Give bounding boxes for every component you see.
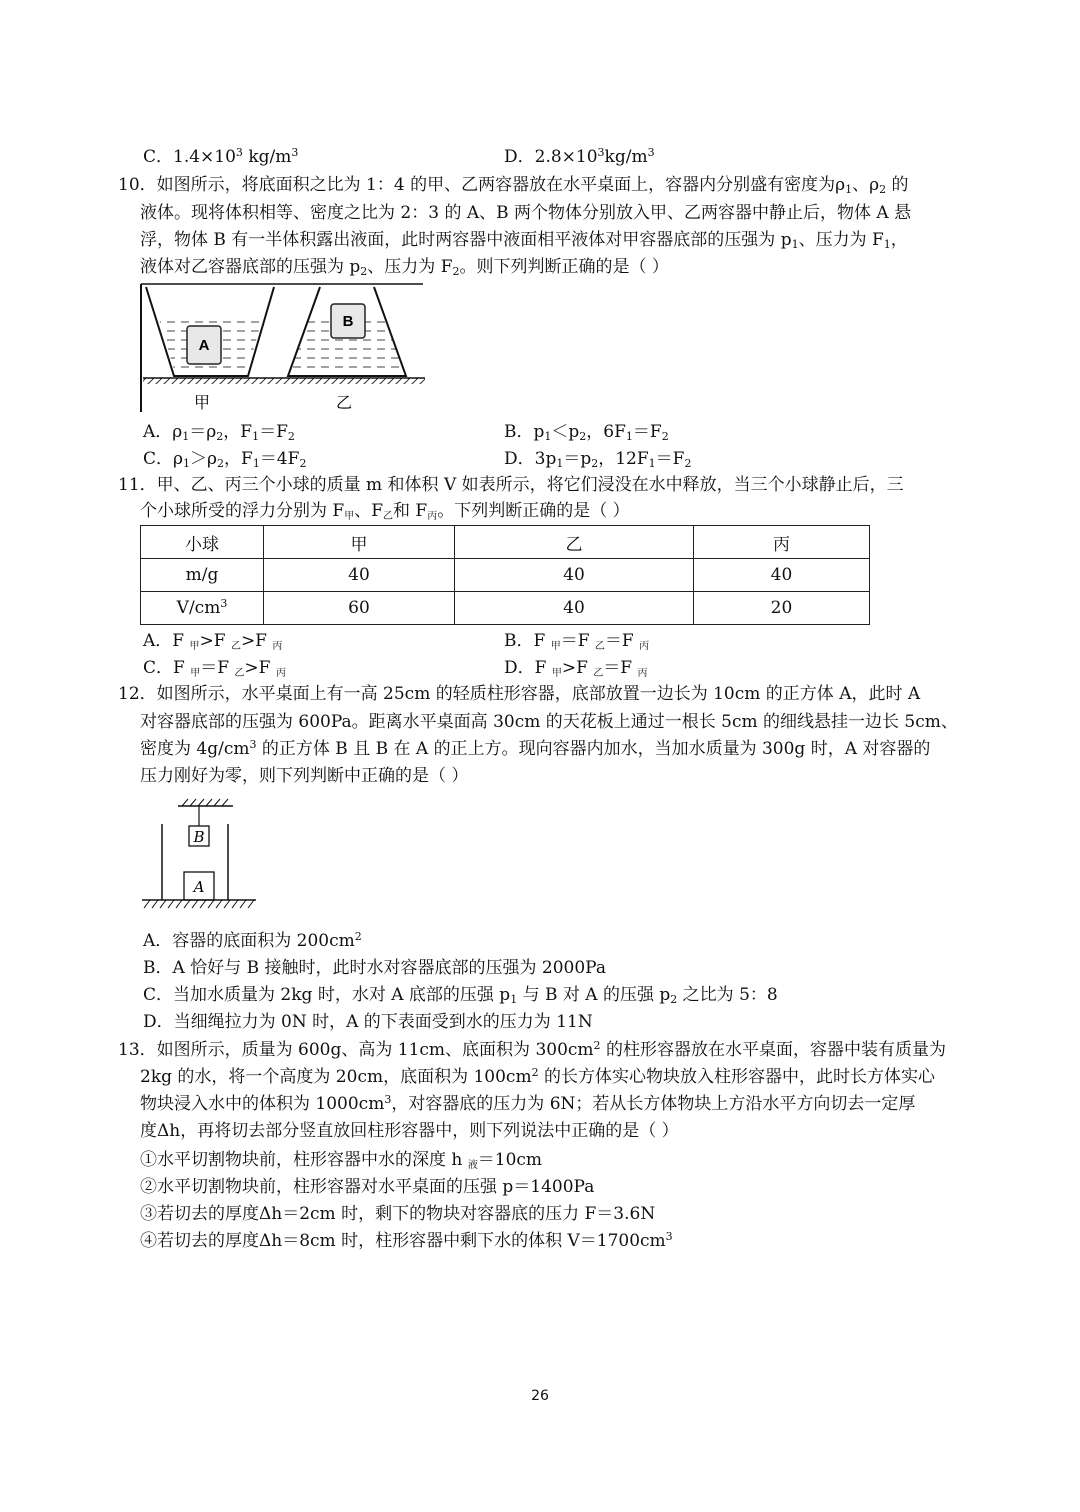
q11-option-b: B．F 甲＝F 乙＝F 丙 (504, 631, 650, 652)
table-header-cell: 丙 (694, 526, 870, 559)
table-cell: 40 (264, 559, 455, 592)
q13-line-1: 13．如图所示，质量为 600g、高为 11cm、底面积为 $300cm^2$ 的柱形容器放在水平桌面，容器中装有质量为 (118, 1039, 946, 1060)
table-row (141, 526, 870, 559)
q12-line-1: 12．如图所示，水平桌面上有一高 25cm 的轻质柱形容器，底部放置一边长为 10cm 的正方体 A，此时 A (118, 684, 921, 704)
ball-table (140, 525, 870, 625)
q13-line-4: 度Δh，再将切去部分竖直放回柱形容器中，则下列说法中正确的是（ ） (140, 1121, 679, 1141)
q11-option-d: D．F 甲>F 乙＝F 丙 (504, 658, 648, 679)
table-row (141, 592, 870, 625)
container-jia-label: 甲 (193, 393, 211, 412)
table-cell: 60 (264, 592, 455, 625)
q12-option-c: C．当加水质量为 2kg 时，水对 A 底部的压强 $p_1$ 与 B 对 A 的压强 $p_2$ 之比为 5：8 (143, 985, 778, 1006)
q13-line-2: 2kg 的水，将一个高度为 20cm，底面积为 $100cm^2$ 的长方体实心物块放入柱形容器中，此时长方体实心 (140, 1066, 935, 1087)
q13-item-2: ②水平切割物块前，柱形容器对水平桌面的压强 p＝1400Pa (140, 1177, 595, 1197)
q12-option-d: D．当细绳拉力为 0N 时，A 的下表面受到水的压力为 11N (143, 1012, 593, 1032)
q11-option-c: C．F 甲＝F 乙>F 丙 (143, 658, 286, 679)
object-b-label: B (342, 313, 354, 330)
q10-line-2: 液体。现将体积相等、密度之比为 2：3 的 A、B 两个物体分别放入甲、乙两容器中静止后，物体 A 悬 (140, 203, 912, 223)
q13-item-1: ①水平切割物块前，柱形容器中水的深度 h 液＝10cm (140, 1150, 543, 1171)
q12-line-4: 压力刚好为零，则下列判断中正确的是（ ） (140, 766, 469, 786)
q9-option-d: D．$2.8\times 10^3kg/m^3$ (504, 146, 655, 167)
table-cell: 20 (694, 592, 870, 625)
table-row (141, 559, 870, 592)
q12-container-figure (138, 798, 268, 918)
block-a-label: A (193, 878, 205, 896)
container-yi-label: 乙 (335, 393, 353, 412)
q9-option-c: C．$1.4\times 10^3$ $kg/m^3$ (143, 146, 299, 167)
q13-item-4: ④若切去的厚度Δh＝8cm 时，柱形容器中剩下水的体积 $V=1700cm^3$ (140, 1230, 673, 1251)
q10-option-c: C．$\rho_1>\rho_2$，$F_1=4F_2$ (143, 449, 307, 470)
q11-line-2: 个小球所受的浮力分别为 F甲、F乙和 F丙。下列判断正确的是（ ） (140, 501, 630, 522)
table-header-cell: 小球 (141, 526, 264, 559)
object-a-label: A (198, 337, 210, 354)
table-cell: m/g (141, 559, 264, 592)
q11-option-a: A．F 甲>F 乙>F 丙 (143, 631, 283, 652)
q13-line-3: 物块浸入水中的体积为 $1000cm^3$，对容器底的压力为 6N；若从长方体物块上方沿水平方向切去一定厚 (140, 1093, 916, 1114)
q10-containers-figure (138, 282, 428, 417)
table-cell: $V/cm^3$ (141, 592, 264, 625)
q10-line-4: 液体对乙容器底部的压强为 $p_2$、压力为 $F_2$。则下列判断正确的是（ ） (140, 257, 669, 278)
q12-line-3: 密度为 $4g/cm^3$ 的正方体 B 且 B 在 A 的正上方。现向容器内加水，当加水质量为 300g 时，A 对容器的 (140, 738, 931, 759)
q10-line-3: 浮，物体 B 有一半体积露出液面，此时两容器中液面相平液体对甲容器底部的压强为 $p_1$、压力为 $F_1$， (140, 230, 908, 251)
q12-line-2: 对容器底部的压强为 600Pa。距离水平桌面高 30cm 的天花板上通过一根长 5cm 的细线悬挂一边长 5cm、 (140, 712, 958, 732)
table-header-cell: 乙 (455, 526, 694, 559)
q10-option-a: A．$\rho_1=\rho_2$，$F_1=F_2$ (143, 422, 295, 443)
q11-line-1: 11．甲、乙、丙三个小球的质量 m 和体积 V 如表所示，将它们浸没在水中释放，当三个小球静止后，三 (118, 475, 904, 495)
block-b-label: B (193, 828, 205, 846)
q10-option-d: D．$3p_1=p_2$，$12F_1=F_2$ (504, 449, 692, 470)
q13-item-3: ③若切去的厚度Δh＝2cm 时，剩下的物块对容器底的压力 F＝3.6N (140, 1204, 656, 1224)
table-cell: 40 (455, 559, 694, 592)
table-cell: 40 (455, 592, 694, 625)
page-number: 26 (531, 1388, 549, 1404)
q12-option-b: B．A 恰好与 B 接触时，此时水对容器底部的压强为 2000Pa (143, 958, 606, 978)
table-cell: 40 (694, 559, 870, 592)
table-header-cell: 甲 (264, 526, 455, 559)
q10-option-b: B．$p_1<p_2$，$6F_1=F_2$ (504, 422, 669, 443)
q12-option-a: A．容器的底面积为 $200cm^2$ (143, 930, 362, 951)
q10-line-1: 10．如图所示，将底面积之比为 1：4 的甲、乙两容器放在水平桌面上，容器内分别盛有密度为$\rho_1$、$\rho_2$ 的 (118, 175, 909, 196)
